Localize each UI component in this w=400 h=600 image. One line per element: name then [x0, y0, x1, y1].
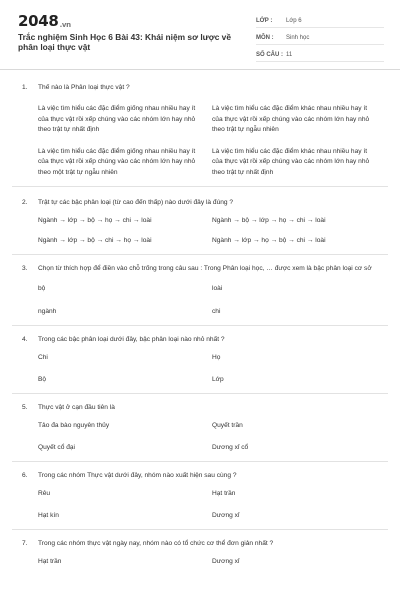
answer-option[interactable]: Là việc tìm hiểu các đặc điểm khác nhau nhiều hay ít của thực vật rồi xếp chúng vào các nhóm lớn hay nhỏ theo trật tự ngẫu nhiên [212, 105, 370, 133]
answer-option[interactable]: Là việc tìm hiểu các đặc điểm khác nhau nhiều hay ít của thực vật rồi xếp chúng vào các nhóm lớn hay nhỏ theo trật tự nhất định [212, 147, 370, 176]
question-number: 4. [22, 336, 28, 343]
question-number: 6. [22, 472, 28, 479]
answer-option[interactable]: bộ [38, 285, 46, 292]
answer-option[interactable]: Chi [38, 354, 48, 361]
answer-option[interactable]: Ngành → lớp → bộ → họ → chi → loài [38, 217, 152, 224]
answer-option[interactable]: Ngành → lớp → họ → bộ → chi → loài [212, 236, 326, 244]
question-5 [0, 402, 400, 453]
answer-option[interactable]: Dương xỉ [212, 558, 240, 565]
meta-table [256, 14, 384, 65]
meta-key: LỚP : [256, 17, 273, 24]
question-number: 2. [22, 199, 28, 206]
question-number: 5. [22, 404, 28, 411]
question-text: Trong các bậc phân loại dưới đây, bậc phân loại nào nhỏ nhất ? [38, 336, 225, 343]
divider [12, 186, 388, 187]
answer-option[interactable]: ngành [38, 307, 57, 315]
question-text: Chọn từ thích hợp để điền vào chỗ trống trong câu sau : Trong Phân loại học, … được xem là bậc phân loại cơ sở [38, 265, 372, 272]
question-7 [0, 538, 400, 568]
meta-key: SỐ CÂU : [256, 51, 283, 58]
question-4 [0, 334, 400, 385]
question-text: Thực vật ở cạn đầu tiên là [38, 404, 115, 411]
question-number: 3. [22, 265, 28, 272]
meta-value: 11 [286, 51, 293, 58]
question-text: Trong các nhóm Thực vật dưới đây, nhóm nào xuất hiện sau cùng ? [38, 472, 237, 479]
answer-option[interactable]: chi [212, 307, 221, 315]
question-text: Trong các nhóm thực vật ngày nay, nhóm nào có tổ chức cơ thể đơn giản nhất ? [38, 540, 274, 547]
question-number: 1. [22, 84, 28, 91]
divider [12, 254, 388, 255]
question-1 [0, 82, 400, 178]
divider [12, 461, 388, 462]
question-6 [0, 470, 400, 521]
answer-option[interactable]: Quyết cổ đại [38, 443, 76, 451]
answer-option[interactable]: Hạt trần [212, 490, 236, 497]
answer-option[interactable]: Rêu [38, 490, 51, 497]
meta-row-subject [256, 31, 384, 45]
answer-option[interactable]: Ngành → lớp → bộ → chi → họ → loài [38, 236, 152, 244]
answer-option[interactable]: Quyết trần [212, 422, 243, 429]
divider [12, 529, 388, 530]
answer-option[interactable]: Dương xỉ [212, 511, 240, 519]
answer-option[interactable]: Tảo đa bào nguyên thủy [38, 422, 110, 429]
answer-option[interactable]: Hạt trần [38, 558, 62, 565]
meta-key: MÔN : [256, 34, 274, 41]
divider [12, 325, 388, 326]
question-number: 7. [22, 540, 28, 547]
answer-option[interactable]: Là việc tìm hiểu các đặc điểm giống nhau nhiều hay ít của thực vật rồi xếp chúng vào các nhóm lớn hay nhỏ theo trật tự nhất định [38, 105, 196, 133]
answer-option[interactable]: Lớp [212, 375, 224, 383]
site-logo[interactable]: 2048.vn [18, 12, 71, 30]
question-list [0, 82, 400, 568]
meta-row-class [256, 14, 384, 28]
meta-value: Sinh học [286, 34, 310, 41]
answer-option[interactable]: Dương xỉ cổ [212, 443, 249, 451]
question-text: Thế nào là Phân loại thực vật ? [38, 84, 130, 91]
meta-row-count [256, 48, 384, 62]
answer-option[interactable]: Ngành → bộ → lớp → họ → chi → loài [212, 217, 326, 224]
answer-option[interactable]: Là việc tìm hiểu các đặc điểm giống nhau nhiều hay ít của thực vật rồi xếp chúng vào các nhóm lớn hay nhỏ theo một trật tự ngẫu nhiên [38, 147, 196, 176]
divider [12, 393, 388, 394]
meta-value: Lớp 6 [286, 17, 302, 24]
answer-option[interactable]: loài [212, 285, 223, 292]
question-2 [0, 197, 400, 246]
answer-option[interactable]: Hạt kín [38, 511, 59, 519]
question-text: Trật tự các bậc phân loại (từ cao đến thấp) nào dưới đây là đúng ? [38, 199, 234, 206]
document-header [0, 0, 400, 70]
page-title: Trắc nghiệm Sinh Học 6 Bài 43: Khái niệm sơ lược về phân loại thực vật [18, 32, 231, 52]
answer-option[interactable]: Họ [212, 354, 221, 361]
answer-option[interactable]: Bộ [38, 375, 47, 383]
question-3 [0, 263, 400, 317]
